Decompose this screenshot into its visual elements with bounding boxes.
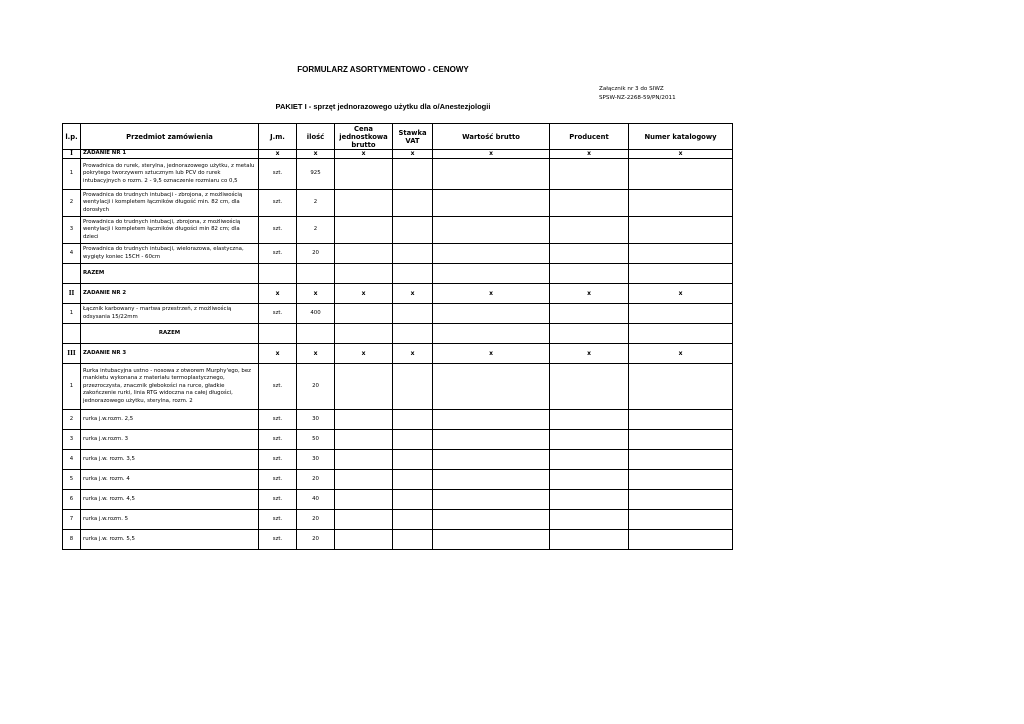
vat-cell[interactable] bbox=[393, 510, 433, 530]
row-lp: 2 bbox=[63, 190, 81, 217]
row-unit: szt. bbox=[259, 364, 297, 410]
row-unit: szt. bbox=[259, 470, 297, 490]
razem-value-cell[interactable] bbox=[433, 264, 550, 284]
producer-cell[interactable] bbox=[550, 159, 629, 190]
row-description: rurka j.w. rozm. 5,5 bbox=[81, 530, 259, 550]
catalog-cell[interactable] bbox=[629, 470, 733, 490]
row-unit: szt. bbox=[259, 510, 297, 530]
section-label: ZADANIE NR 3 bbox=[81, 344, 259, 364]
x-mark: x bbox=[433, 284, 550, 304]
row-unit: szt. bbox=[259, 159, 297, 190]
empty-cell bbox=[393, 324, 433, 344]
row-qty: 2 bbox=[297, 217, 335, 244]
value-cell[interactable] bbox=[433, 470, 550, 490]
row-qty: 30 bbox=[297, 450, 335, 470]
producer-cell[interactable] bbox=[550, 470, 629, 490]
row-description: Prowadnica do rurek, sterylna, jednorazowego użytku, z metalu pokrytego tworzywem sztucznym lub PCV do rurek intubacyjnych o rozm. 2 - 9,5 oznaczenie rozmiaru co 0,5 bbox=[81, 159, 259, 190]
razem-label: RAZEM bbox=[81, 324, 259, 344]
vat-cell[interactable] bbox=[393, 410, 433, 430]
row-lp: 1 bbox=[63, 159, 81, 190]
vat-cell[interactable] bbox=[393, 490, 433, 510]
row-qty: 20 bbox=[297, 470, 335, 490]
x-mark: x bbox=[433, 150, 550, 159]
price-cell[interactable] bbox=[335, 244, 393, 264]
x-mark: x bbox=[433, 344, 550, 364]
table-row bbox=[63, 510, 733, 530]
row-description: rurka j.w. rozm. 4,5 bbox=[81, 490, 259, 510]
catalog-cell[interactable] bbox=[629, 159, 733, 190]
vat-cell[interactable] bbox=[393, 190, 433, 217]
x-mark: x bbox=[550, 150, 629, 159]
razem-row bbox=[63, 324, 733, 344]
row-lp: 8 bbox=[63, 530, 81, 550]
section-row-zadanie-1 bbox=[63, 150, 733, 159]
value-cell[interactable] bbox=[433, 430, 550, 450]
table-row bbox=[63, 244, 733, 264]
table-row bbox=[63, 410, 733, 430]
price-cell[interactable] bbox=[335, 450, 393, 470]
producer-cell[interactable] bbox=[550, 190, 629, 217]
razem-label: RAZEM bbox=[81, 264, 259, 284]
section-row-zadanie-2 bbox=[63, 284, 733, 304]
price-cell[interactable] bbox=[335, 430, 393, 450]
price-cell[interactable] bbox=[335, 410, 393, 430]
row-description: rurka j.w.rozm. 5 bbox=[81, 510, 259, 530]
x-mark: x bbox=[297, 150, 335, 159]
col-header-lp: l.p. bbox=[63, 124, 81, 150]
row-qty: 2 bbox=[297, 190, 335, 217]
vat-cell[interactable] bbox=[393, 304, 433, 324]
producer-cell[interactable] bbox=[550, 410, 629, 430]
col-header-vat: Stawka VAT bbox=[393, 124, 433, 150]
vat-cell[interactable] bbox=[393, 530, 433, 550]
value-cell[interactable] bbox=[433, 490, 550, 510]
table-row bbox=[63, 530, 733, 550]
col-header-catalog: Numer katalogowy bbox=[629, 124, 733, 150]
table-row bbox=[63, 304, 733, 324]
x-mark: x bbox=[393, 150, 433, 159]
col-header-value: Wartość brutto bbox=[433, 124, 550, 150]
x-mark: x bbox=[335, 150, 393, 159]
price-cell[interactable] bbox=[335, 304, 393, 324]
table-row bbox=[63, 159, 733, 190]
table-row bbox=[63, 430, 733, 450]
value-cell[interactable] bbox=[433, 159, 550, 190]
row-unit: szt. bbox=[259, 304, 297, 324]
x-mark: x bbox=[629, 284, 733, 304]
package-title: PAKIET I - sprzęt jednorazowego użytku dla o/Anestezjologii bbox=[275, 102, 491, 111]
producer-cell[interactable] bbox=[550, 490, 629, 510]
row-unit: szt. bbox=[259, 190, 297, 217]
producer-cell[interactable] bbox=[550, 530, 629, 550]
section-label: ZADANIE NR 2 bbox=[81, 284, 259, 304]
section-number: II bbox=[63, 284, 81, 304]
table-row bbox=[63, 450, 733, 470]
table-row bbox=[63, 470, 733, 490]
row-unit: szt. bbox=[259, 244, 297, 264]
vat-cell[interactable] bbox=[393, 244, 433, 264]
row-qty: 20 bbox=[297, 244, 335, 264]
razem-value-cell[interactable] bbox=[433, 324, 550, 344]
x-mark: x bbox=[297, 284, 335, 304]
section-number: I bbox=[63, 150, 81, 159]
value-cell[interactable] bbox=[433, 450, 550, 470]
row-description: rurka j.w.rozm. 3 bbox=[81, 430, 259, 450]
x-mark: x bbox=[550, 284, 629, 304]
row-unit: szt. bbox=[259, 530, 297, 550]
price-cell[interactable] bbox=[335, 190, 393, 217]
vat-cell[interactable] bbox=[393, 450, 433, 470]
row-description: rurka j.w.rozm. 2,5 bbox=[81, 410, 259, 430]
empty-cell bbox=[393, 264, 433, 284]
price-cell[interactable] bbox=[335, 470, 393, 490]
row-description: rurka j.w. rozm. 3,5 bbox=[81, 450, 259, 470]
row-lp: 4 bbox=[63, 450, 81, 470]
x-mark: x bbox=[629, 150, 733, 159]
empty-cell bbox=[335, 264, 393, 284]
row-qty: 925 bbox=[297, 159, 335, 190]
row-description: Rurka intubacyjna ustno - nosowa z otworem Murphy'ego, bez mankietu wykonana z materiału termoplastycznego, przezroczysta, znacznik głebokości na rurce, gładkie zakończenie rurki, linia RTG widoczna na całej długości, jednorazowego użytku, sterylna, rozm. 2 bbox=[81, 364, 259, 410]
row-lp: 5 bbox=[63, 470, 81, 490]
row-description: Prowadnica do trudnych intubacji - zbrojona, z możliwością wentylacji i kompletem łączników długość min. 82 cm, dla dorosłych bbox=[81, 190, 259, 217]
price-cell[interactable] bbox=[335, 490, 393, 510]
catalog-cell[interactable] bbox=[629, 510, 733, 530]
row-qty: 20 bbox=[297, 364, 335, 410]
value-cell[interactable] bbox=[433, 364, 550, 410]
price-cell[interactable] bbox=[335, 159, 393, 190]
value-cell[interactable] bbox=[433, 410, 550, 430]
vat-cell[interactable] bbox=[393, 470, 433, 490]
col-header-unit: J.m. bbox=[259, 124, 297, 150]
producer-cell[interactable] bbox=[550, 510, 629, 530]
x-mark: x bbox=[550, 344, 629, 364]
empty-cell bbox=[63, 324, 81, 344]
row-qty: 400 bbox=[297, 304, 335, 324]
row-description: Prowadnica do trudnych intubacji, wielorazowa, elastyczna, wygięty koniec 15CH - 60cm bbox=[81, 244, 259, 264]
empty-cell bbox=[629, 264, 733, 284]
producer-cell[interactable] bbox=[550, 450, 629, 470]
row-lp: 2 bbox=[63, 410, 81, 430]
empty-cell bbox=[550, 324, 629, 344]
catalog-cell[interactable] bbox=[629, 190, 733, 217]
price-cell[interactable] bbox=[335, 530, 393, 550]
empty-cell bbox=[297, 264, 335, 284]
table-row bbox=[63, 190, 733, 217]
empty-cell bbox=[259, 324, 297, 344]
header-row bbox=[63, 124, 733, 150]
row-lp: 4 bbox=[63, 244, 81, 264]
producer-cell[interactable] bbox=[550, 364, 629, 410]
table-row bbox=[63, 364, 733, 410]
attachment-label: Załącznik nr 3 do SIWZ bbox=[599, 86, 664, 92]
col-header-price: Cena jednostkowa brutto bbox=[335, 124, 393, 150]
row-unit: szt. bbox=[259, 430, 297, 450]
catalog-cell[interactable] bbox=[629, 430, 733, 450]
value-cell[interactable] bbox=[433, 510, 550, 530]
row-unit: szt. bbox=[259, 490, 297, 510]
row-lp: 1 bbox=[63, 364, 81, 410]
vat-cell[interactable] bbox=[393, 364, 433, 410]
empty-cell bbox=[297, 324, 335, 344]
value-cell[interactable] bbox=[433, 244, 550, 264]
row-unit: szt. bbox=[259, 217, 297, 244]
row-description: rurka j.w. rozm. 4 bbox=[81, 470, 259, 490]
producer-cell[interactable] bbox=[550, 217, 629, 244]
table-row bbox=[63, 490, 733, 510]
razem-row bbox=[63, 264, 733, 284]
empty-cell bbox=[629, 324, 733, 344]
row-qty: 40 bbox=[297, 490, 335, 510]
x-mark: x bbox=[335, 344, 393, 364]
empty-cell bbox=[335, 324, 393, 344]
x-mark: x bbox=[259, 344, 297, 364]
col-header-item: Przedmiot zamówienia bbox=[81, 124, 259, 150]
catalog-cell[interactable] bbox=[629, 410, 733, 430]
vat-cell[interactable] bbox=[393, 217, 433, 244]
x-mark: x bbox=[393, 284, 433, 304]
empty-cell bbox=[550, 264, 629, 284]
x-mark: x bbox=[629, 344, 733, 364]
catalog-cell[interactable] bbox=[629, 530, 733, 550]
empty-cell bbox=[63, 264, 81, 284]
catalog-cell[interactable] bbox=[629, 244, 733, 264]
row-lp: 1 bbox=[63, 304, 81, 324]
case-number: SPSW-NZ-2268-59/PN/2011 bbox=[599, 94, 676, 101]
row-unit: szt. bbox=[259, 450, 297, 470]
value-cell[interactable] bbox=[433, 190, 550, 217]
producer-cell[interactable] bbox=[550, 244, 629, 264]
x-mark: x bbox=[393, 344, 433, 364]
price-cell[interactable] bbox=[335, 217, 393, 244]
catalog-cell[interactable] bbox=[629, 450, 733, 470]
empty-cell bbox=[259, 264, 297, 284]
section-label: ZADANIE NR 1 bbox=[81, 150, 259, 159]
row-unit: szt. bbox=[259, 410, 297, 430]
row-description: Łącznik karbowany - martwa przestrzeń, z możliwością odsysania 15/22mm bbox=[81, 304, 259, 324]
vat-cell[interactable] bbox=[393, 430, 433, 450]
row-qty: 20 bbox=[297, 510, 335, 530]
row-description: Prowadnica do trudnych intubacji, zbrojona, z możliwością wentylacji i kompletem łączników długości min 82 cm; dla dzieci bbox=[81, 217, 259, 244]
x-mark: x bbox=[259, 284, 297, 304]
row-qty: 30 bbox=[297, 410, 335, 430]
x-mark: x bbox=[335, 284, 393, 304]
value-cell[interactable] bbox=[433, 530, 550, 550]
col-header-qty: ilość bbox=[297, 124, 335, 150]
row-lp: 3 bbox=[63, 217, 81, 244]
document-title: FORMULARZ ASORTYMENTOWO - CENOWY bbox=[297, 65, 469, 74]
x-mark: x bbox=[259, 150, 297, 159]
catalog-cell[interactable] bbox=[629, 490, 733, 510]
table-row bbox=[63, 217, 733, 244]
col-header-producer: Producent bbox=[550, 124, 629, 150]
vat-cell[interactable] bbox=[393, 159, 433, 190]
catalog-cell[interactable] bbox=[629, 217, 733, 244]
row-lp: 7 bbox=[63, 510, 81, 530]
price-cell[interactable] bbox=[335, 510, 393, 530]
row-lp: 3 bbox=[63, 430, 81, 450]
row-lp: 6 bbox=[63, 490, 81, 510]
row-qty: 50 bbox=[297, 430, 335, 450]
value-cell[interactable] bbox=[433, 304, 550, 324]
x-mark: x bbox=[297, 344, 335, 364]
reference-block bbox=[599, 85, 676, 102]
row-qty: 20 bbox=[297, 530, 335, 550]
producer-cell[interactable] bbox=[550, 304, 629, 324]
catalog-cell[interactable] bbox=[629, 364, 733, 410]
price-cell[interactable] bbox=[335, 364, 393, 410]
value-cell[interactable] bbox=[433, 217, 550, 244]
price-form-table bbox=[62, 123, 733, 550]
producer-cell[interactable] bbox=[550, 430, 629, 450]
section-row-zadanie-3 bbox=[63, 344, 733, 364]
catalog-cell[interactable] bbox=[629, 304, 733, 324]
section-number: III bbox=[63, 344, 81, 364]
